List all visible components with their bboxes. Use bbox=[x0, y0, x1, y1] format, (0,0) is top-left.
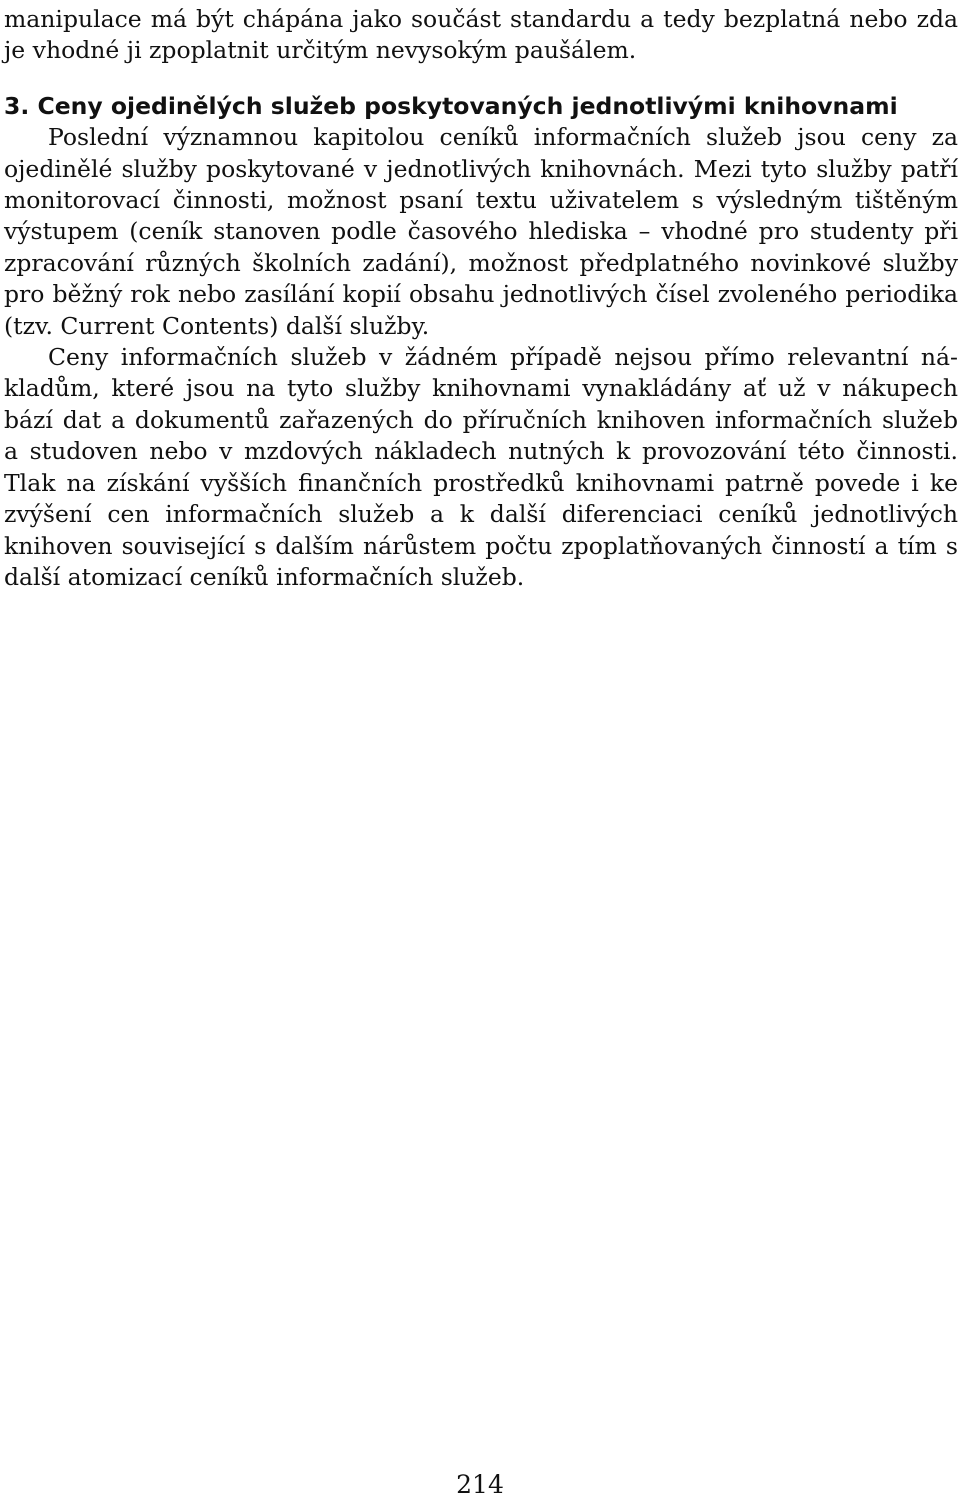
body-paragraph-1: Poslední významnou kapitolou ceníků informačních služeb jsou ceny za ojedinělé služby poskytované v jednotlivých knihovnách. Mezi tyto služby patří monitorovací činnosti, možnost psaní textu uživatelem s výsledným tištěným výstupem (ceník stanoven podle časového hlediska – vhodné pro studenty při zpracování různých školních zadání), možnost předplatného novinkové služby pro běžný rok nebo zasílání kopií obsahu jednotlivých čísel zvoleného periodika (tzv. Current Contents) další služby. bbox=[4, 123, 958, 340]
document-page bbox=[4, 0, 958, 593]
section-heading: 3. Ceny ojedinělých služeb poskytovaných jednotlivými knihovnami bbox=[4, 91, 898, 120]
body-paragraph-2: Ceny informačních služeb v žádném případě nejsou přímo relevantní nákladům, které jsou na tyto služby knihovnami vynakládány ať už v nákupech bází dat a dokumentů zařazených do příručních knihoven informačních služeb a studoven nebo v mzdových nákladech nutných k provozování této činnosti. Tlak na získání vyšších finančních prostředků knihovnami patrně povede i ke zvýšení cen informačních služeb a k další diferenciaci ceníků jednotlivých knihoven související s dalším nárůstem počtu zpoplatňovaných činností a tím s další atomizací ceníků informačních služeb. bbox=[4, 343, 958, 591]
continuation-paragraph: manipulace má být chápána jako součást standardu a tedy bezplatná nebo zda je vhodné ji zpoplatnit určitým nevysokým paušálem. bbox=[4, 5, 958, 65]
page-number: 214 bbox=[456, 1470, 504, 1499]
